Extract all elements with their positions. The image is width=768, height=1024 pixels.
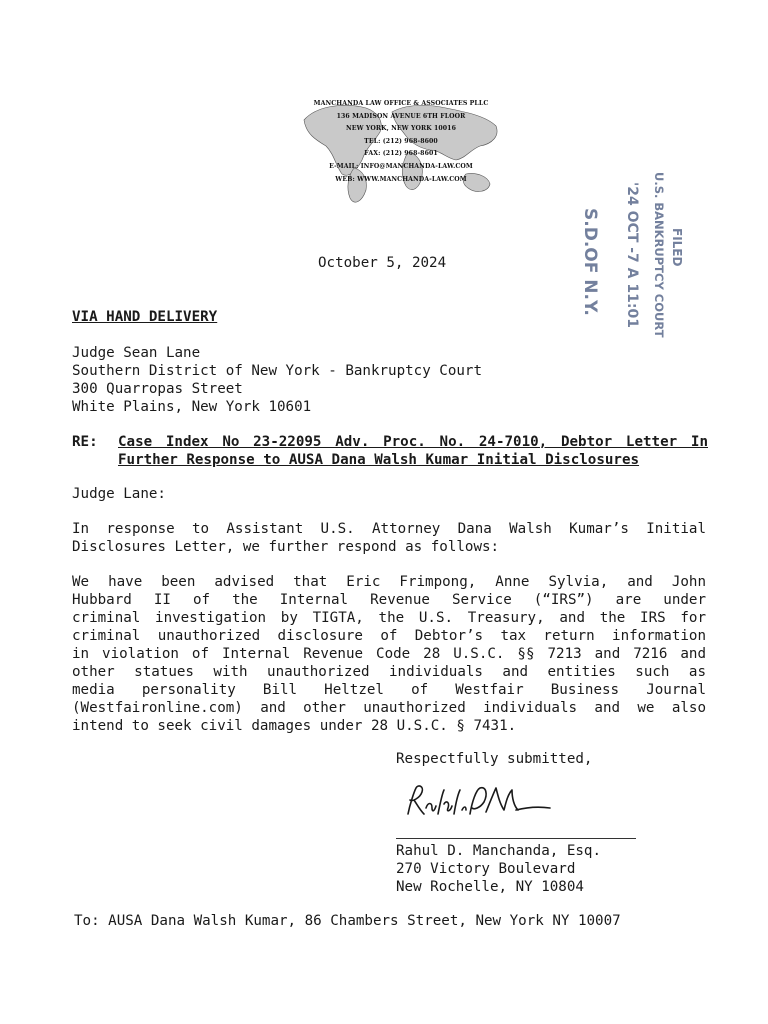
salutation: Judge Lane: <box>72 486 166 502</box>
paragraph-line: criminal investigation by TIGTA, the U.S. Treasury, and the IRS for <box>72 610 706 626</box>
closing: Respectfully submitted, <box>396 751 593 767</box>
letterhead-fax: FAX: (212) 968-8601 <box>364 150 438 158</box>
letterhead-address-line: 136 MADISON AVENUE 6TH FLOOR <box>336 112 466 120</box>
paragraph-line: We have been advised that Eric Frimpong, Anne Sylvia, and John <box>72 574 706 590</box>
recipient-address <box>72 344 482 416</box>
signer-city: New Rochelle, NY 10804 <box>396 879 584 895</box>
letterhead <box>296 98 506 208</box>
stamp-district: S.D.OF N.Y. <box>580 208 600 316</box>
re-subject-line-2: Further Response to AUSA Dana Walsh Kumar Initial Disclosures <box>118 452 640 468</box>
recipient-city: White Plains, New York 10601 <box>72 399 312 415</box>
stamp-filed: FILED <box>670 228 684 267</box>
signer-block <box>396 842 601 896</box>
signer-name: Rahul D. Manchanda, Esq. <box>396 843 601 859</box>
paragraph-line: In response to Assistant U.S. Attorney Dana Walsh Kumar’s Initial <box>72 521 706 537</box>
letter-date: October 5, 2024 <box>318 255 447 271</box>
recipient-court: Southern District of New York - Bankruptcy Court <box>72 363 482 379</box>
letterhead-firm-name: MANCHANDA LAW OFFICE & ASSOCIATES PLLC <box>313 100 489 107</box>
paragraph-line: intend to seek civil damages under 28 U.S.C. § 7431. <box>72 718 517 734</box>
filed-stamp <box>560 172 690 348</box>
re-subject-line-1: Case Index No 23-22095 Adv. Proc. No. 24-7010, Debtor Letter In <box>118 434 708 450</box>
cc-line: To: AUSA Dana Walsh Kumar, 86 Chambers Street, New York NY 10007 <box>74 913 621 929</box>
recipient-street: 300 Quarropas Street <box>72 381 243 397</box>
handwritten-signature <box>400 780 560 824</box>
paragraph-1 <box>72 520 706 556</box>
delivery-method: VIA HAND DELIVERY <box>72 309 218 325</box>
signer-street: 270 Victory Boulevard <box>396 861 576 877</box>
paragraph-2 <box>72 573 706 735</box>
paragraph-line: other statues with unauthorized individuals and entities such as <box>72 664 706 680</box>
paragraph-line: criminal unauthorized disclosure of Debtor’s tax return information <box>72 628 706 644</box>
paragraph-line: media personality Bill Heltzel of Westfair Business Journal <box>72 682 706 698</box>
recipient-name: Judge Sean Lane <box>72 345 201 361</box>
paragraph-line: Hubbard II of the Internal Revenue Service (“IRS”) are under <box>72 592 706 608</box>
signature-line <box>396 838 636 839</box>
re-label: RE: <box>72 434 98 450</box>
letterhead-text <box>296 98 506 186</box>
letterhead-tel: TEL: (212) 968-8600 <box>364 137 438 145</box>
stamp-court: U.S. BANKRUPTCY COURT <box>652 172 666 338</box>
letterhead-city-line: NEW YORK, NEW YORK 10016 <box>346 125 456 133</box>
paragraph-line: Disclosures Letter, we further respond as follows: <box>72 539 500 555</box>
letterhead-email: E-MAIL: INFO@MANCHANDA-LAW.COM <box>329 162 473 170</box>
paragraph-line: in violation of Internal Revenue Code 28 U.S.C. §§ 7213 and 7216 and <box>72 646 706 662</box>
letterhead-web: WEB: WWW.MANCHANDA-LAW.COM <box>335 175 467 183</box>
stamp-datetime: '24 OCT -7 A 11:01 <box>624 182 640 328</box>
paragraph-line: (Westfaironline.com) and other unauthorized individuals and we also <box>72 700 706 716</box>
